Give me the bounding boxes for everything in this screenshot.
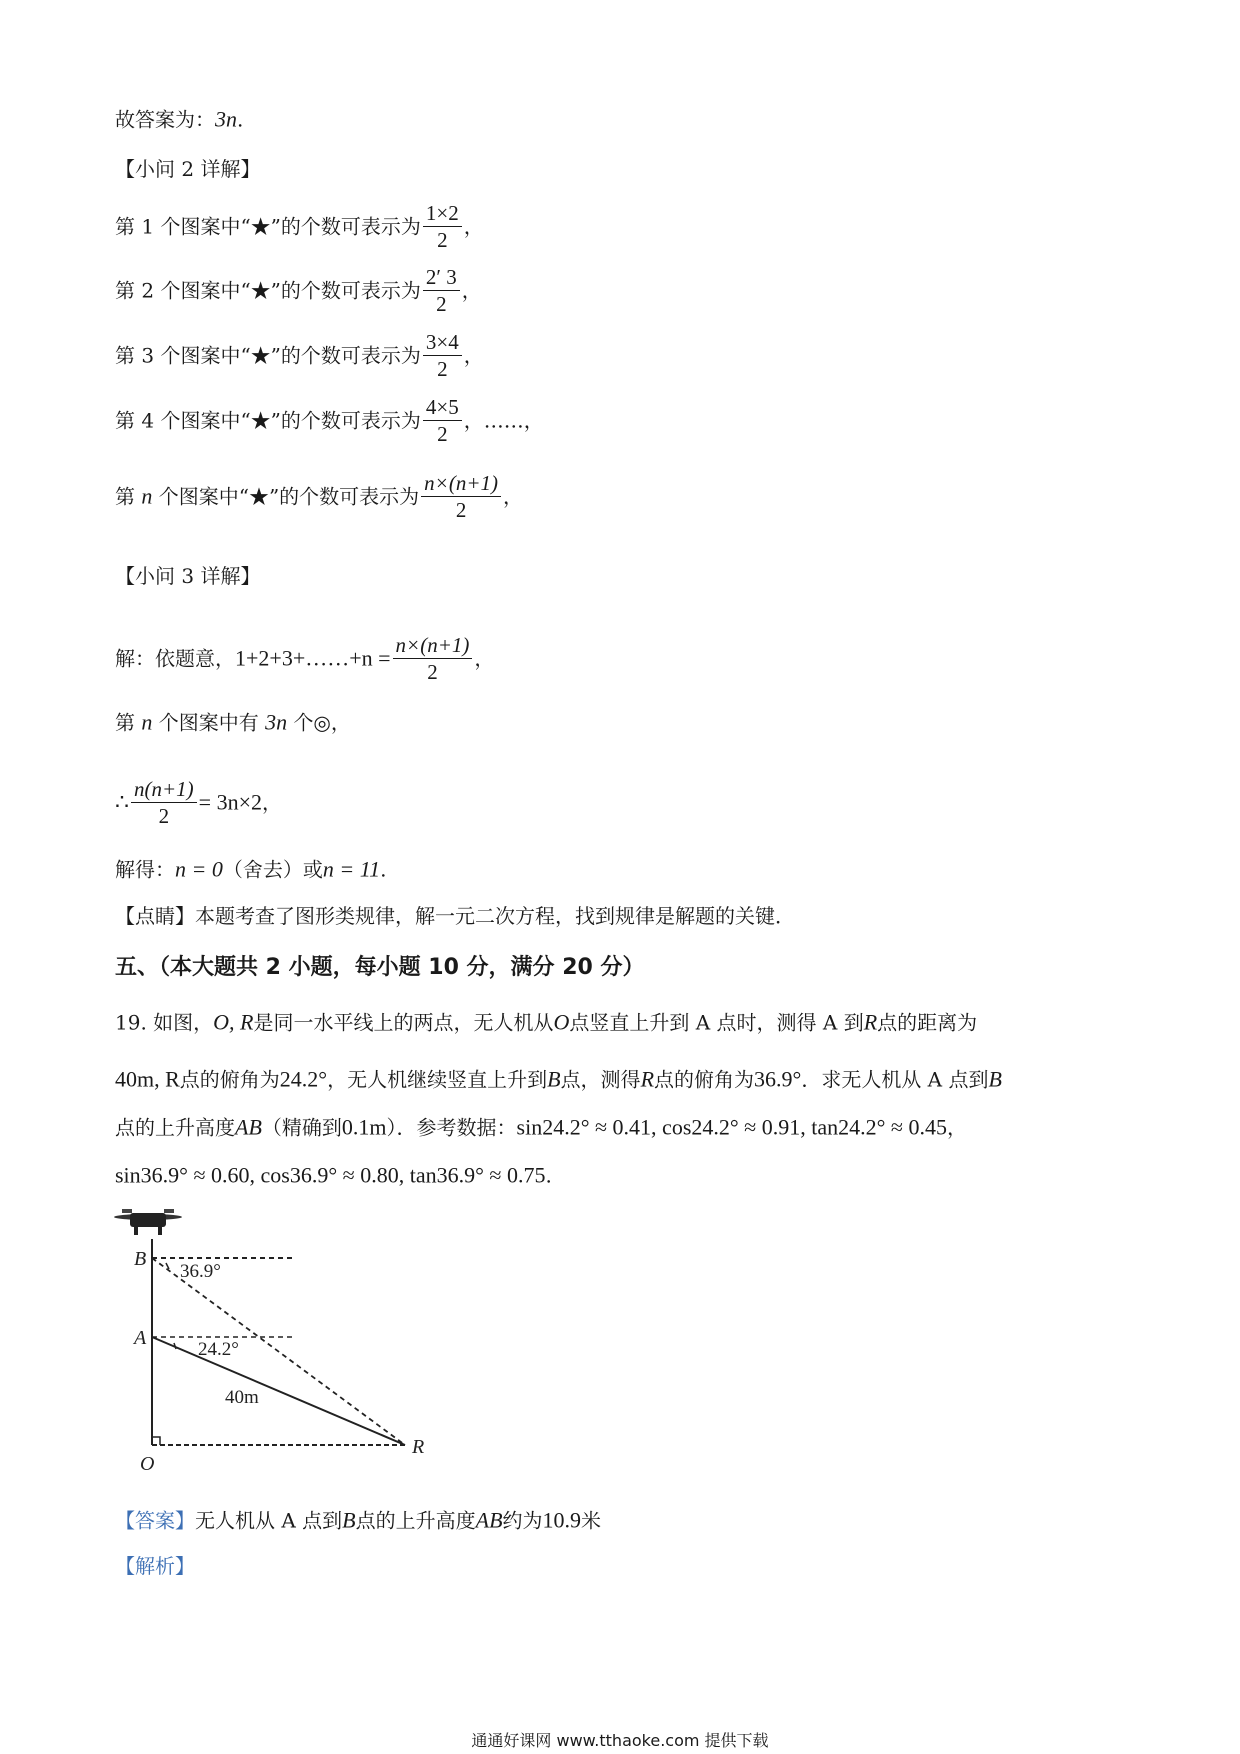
- text: ，: [947, 1115, 968, 1140]
- text: ）．参考数据：: [386, 1115, 517, 1140]
- fraction-numerator: 1×2: [423, 200, 462, 227]
- text: 点的俯角为: [654, 1067, 755, 1092]
- fraction-numerator: 2′ 3: [423, 264, 460, 291]
- right-angle-marker: [152, 1437, 160, 1445]
- text: 个◎，: [293, 710, 351, 735]
- line-BR: [152, 1258, 405, 1445]
- fraction-denominator: 2: [436, 292, 447, 316]
- text: 点的俯角为: [179, 1067, 280, 1092]
- solution-a: n = 0: [175, 856, 223, 882]
- pattern-1-fraction: [423, 200, 462, 253]
- fraction-denominator: 2: [427, 660, 438, 684]
- math: O: [553, 1009, 570, 1035]
- text: ，无人机继续竖直上升到: [327, 1067, 548, 1092]
- text: 19. 如图，: [115, 1010, 214, 1035]
- text: ．求无人机从 A 点到: [801, 1067, 989, 1092]
- math: AB: [475, 1507, 503, 1533]
- text: 点的上升高度: [115, 1115, 235, 1140]
- math: 0.1m: [341, 1114, 387, 1140]
- q19-line-1: [115, 1007, 977, 1037]
- pattern-n-fraction: [421, 470, 501, 523]
- math: B: [342, 1507, 356, 1533]
- math: AB: [235, 1114, 262, 1140]
- drone-icon: [114, 1209, 182, 1235]
- math: R: [640, 1066, 655, 1092]
- fraction-denominator: 2: [158, 804, 170, 828]
- comma: ，: [503, 484, 523, 509]
- text: 点的上升高度: [355, 1508, 476, 1533]
- prev-answer-line: [115, 104, 243, 134]
- prev-answer-end: .: [237, 107, 244, 132]
- fraction-denominator: 2: [455, 498, 467, 522]
- fraction-numerator: n(n+1): [131, 776, 197, 803]
- analysis-tag: 【解析】: [115, 1554, 195, 1578]
- q19-line-3: [115, 1112, 967, 1142]
- prev-answer-label: 故答案为：: [115, 107, 215, 132]
- fraction-denominator: 2: [437, 357, 448, 381]
- pattern-3-fraction: [423, 329, 462, 382]
- pattern-n-text-2: 个图案中“★”的个数可表示为: [158, 484, 420, 509]
- pattern-2-text: 第 2 个图案中“★”的个数可表示为: [115, 278, 421, 303]
- math: O, R: [213, 1009, 254, 1035]
- length-label-AR: 40m: [225, 1387, 259, 1408]
- pattern-1-line: [115, 200, 484, 253]
- var-n: n: [141, 709, 153, 735]
- solved-line: [115, 854, 386, 884]
- comma: ，: [463, 214, 484, 239]
- comment-line: 【点睛】本题考查了图形类规律，解一元二次方程，找到规律是解题的关键．: [115, 904, 795, 928]
- pattern-3-text: 第 3 个图案中“★”的个数可表示为: [115, 343, 421, 368]
- math: B: [547, 1066, 561, 1092]
- pattern-2-fraction: [423, 264, 460, 317]
- comma: ，: [463, 343, 484, 368]
- math: sin36.9° ≈ 0.60, cos36.9° ≈ 0.80, tan36.9° ≈ 0.75: [115, 1162, 546, 1188]
- text: 点的距离为: [877, 1010, 978, 1035]
- fraction-numerator: n×(n+1): [393, 632, 473, 659]
- math: 40m, R: [115, 1066, 180, 1092]
- subquestion-2-heading: 【小问 2 详解】: [115, 157, 261, 181]
- math: 10.9: [542, 1507, 582, 1533]
- pattern-4-fraction: [423, 394, 462, 447]
- math: B: [988, 1066, 1002, 1092]
- answer-tag: 【答案】: [115, 1508, 195, 1533]
- solution-label: 解：依题意，: [115, 646, 235, 671]
- solution-b: n = 11: [322, 856, 381, 882]
- text: 米: [581, 1508, 602, 1533]
- fraction-numerator: 3×4: [423, 329, 462, 356]
- subquestion-3-heading: 【小问 3 详解】: [115, 564, 261, 588]
- geometry-figure: [110, 1205, 450, 1485]
- label-B: B: [134, 1248, 147, 1270]
- equation-rhs: = 3n×2: [198, 789, 262, 815]
- text: .: [380, 857, 387, 882]
- q19-line-4: [115, 1160, 552, 1190]
- comma: ，: [474, 646, 495, 671]
- text: 个图案中有: [158, 710, 259, 735]
- text: （精确到: [261, 1115, 342, 1140]
- pattern-4-suffix: ，……，: [463, 408, 544, 433]
- angle-mark-A: [174, 1343, 176, 1349]
- equation-line: [115, 776, 282, 829]
- pattern-3-line: [115, 329, 484, 382]
- pattern-count-line: [115, 707, 351, 737]
- answer-line: [115, 1505, 601, 1535]
- solution-sum-fraction: [393, 632, 473, 685]
- angle-label-B: 36.9°: [180, 1261, 221, 1282]
- label-R: R: [412, 1436, 425, 1458]
- fraction-denominator: 2: [437, 422, 448, 446]
- pattern-4-line: [115, 394, 544, 447]
- line-AR: [152, 1337, 405, 1445]
- text: 是同一水平线上的两点，无人机从: [253, 1010, 554, 1035]
- pattern-n-text-1: 第: [115, 484, 135, 509]
- text: 点，测得: [560, 1067, 641, 1092]
- angle-label-A: 24.2°: [198, 1339, 239, 1360]
- solution-sum-expr: 1+2+3+……+n =: [235, 645, 391, 671]
- section-heading: 五、（本大题共 2 小题，每小题 10 分，满分 20 分）: [115, 955, 645, 980]
- label-A: A: [134, 1327, 147, 1349]
- angle-mark-B: [166, 1263, 169, 1269]
- footer-text: 通通好课网 www.tthaoke.com 提供下载: [471, 1731, 769, 1750]
- comma: ，: [262, 790, 282, 815]
- fraction-numerator: n×(n+1): [421, 470, 501, 497]
- text: 解得：: [115, 857, 175, 882]
- therefore-symbol: ∴: [115, 789, 129, 815]
- math: sin24.2° ≈ 0.41, cos24.2° ≈ 0.91, tan24.2° ≈ 0.45: [516, 1114, 948, 1140]
- expr-3n: 3n: [265, 709, 288, 735]
- pattern-4-text: 第 4 个图案中“★”的个数可表示为: [115, 408, 421, 433]
- text: 约为: [502, 1508, 543, 1533]
- math: R: [863, 1009, 878, 1035]
- label-O: O: [140, 1453, 155, 1475]
- pattern-n-line: [115, 470, 523, 523]
- fraction-denominator: 2: [437, 228, 448, 252]
- pattern-2-line: [115, 264, 482, 317]
- q19-line-2: [115, 1064, 1002, 1094]
- math: 24.2°: [279, 1066, 328, 1092]
- solution-sum-line: [115, 632, 494, 685]
- text: 无人机从 A 点到: [195, 1508, 343, 1533]
- text: 点竖直上升到 A 点时，测得 A 到: [569, 1010, 864, 1035]
- text: 第: [115, 710, 135, 735]
- math: 36.9°: [754, 1066, 802, 1092]
- pattern-1-text: 第 1 个图案中“★”的个数可表示为: [115, 214, 421, 239]
- comma: ，: [461, 278, 482, 303]
- fraction-numerator: 4×5: [423, 394, 462, 421]
- prev-answer-value: 3n: [215, 106, 237, 132]
- equation-fraction: [131, 776, 197, 829]
- pattern-n-var: n: [141, 483, 153, 509]
- text: .: [545, 1163, 552, 1188]
- text: （舍去）或: [222, 857, 323, 882]
